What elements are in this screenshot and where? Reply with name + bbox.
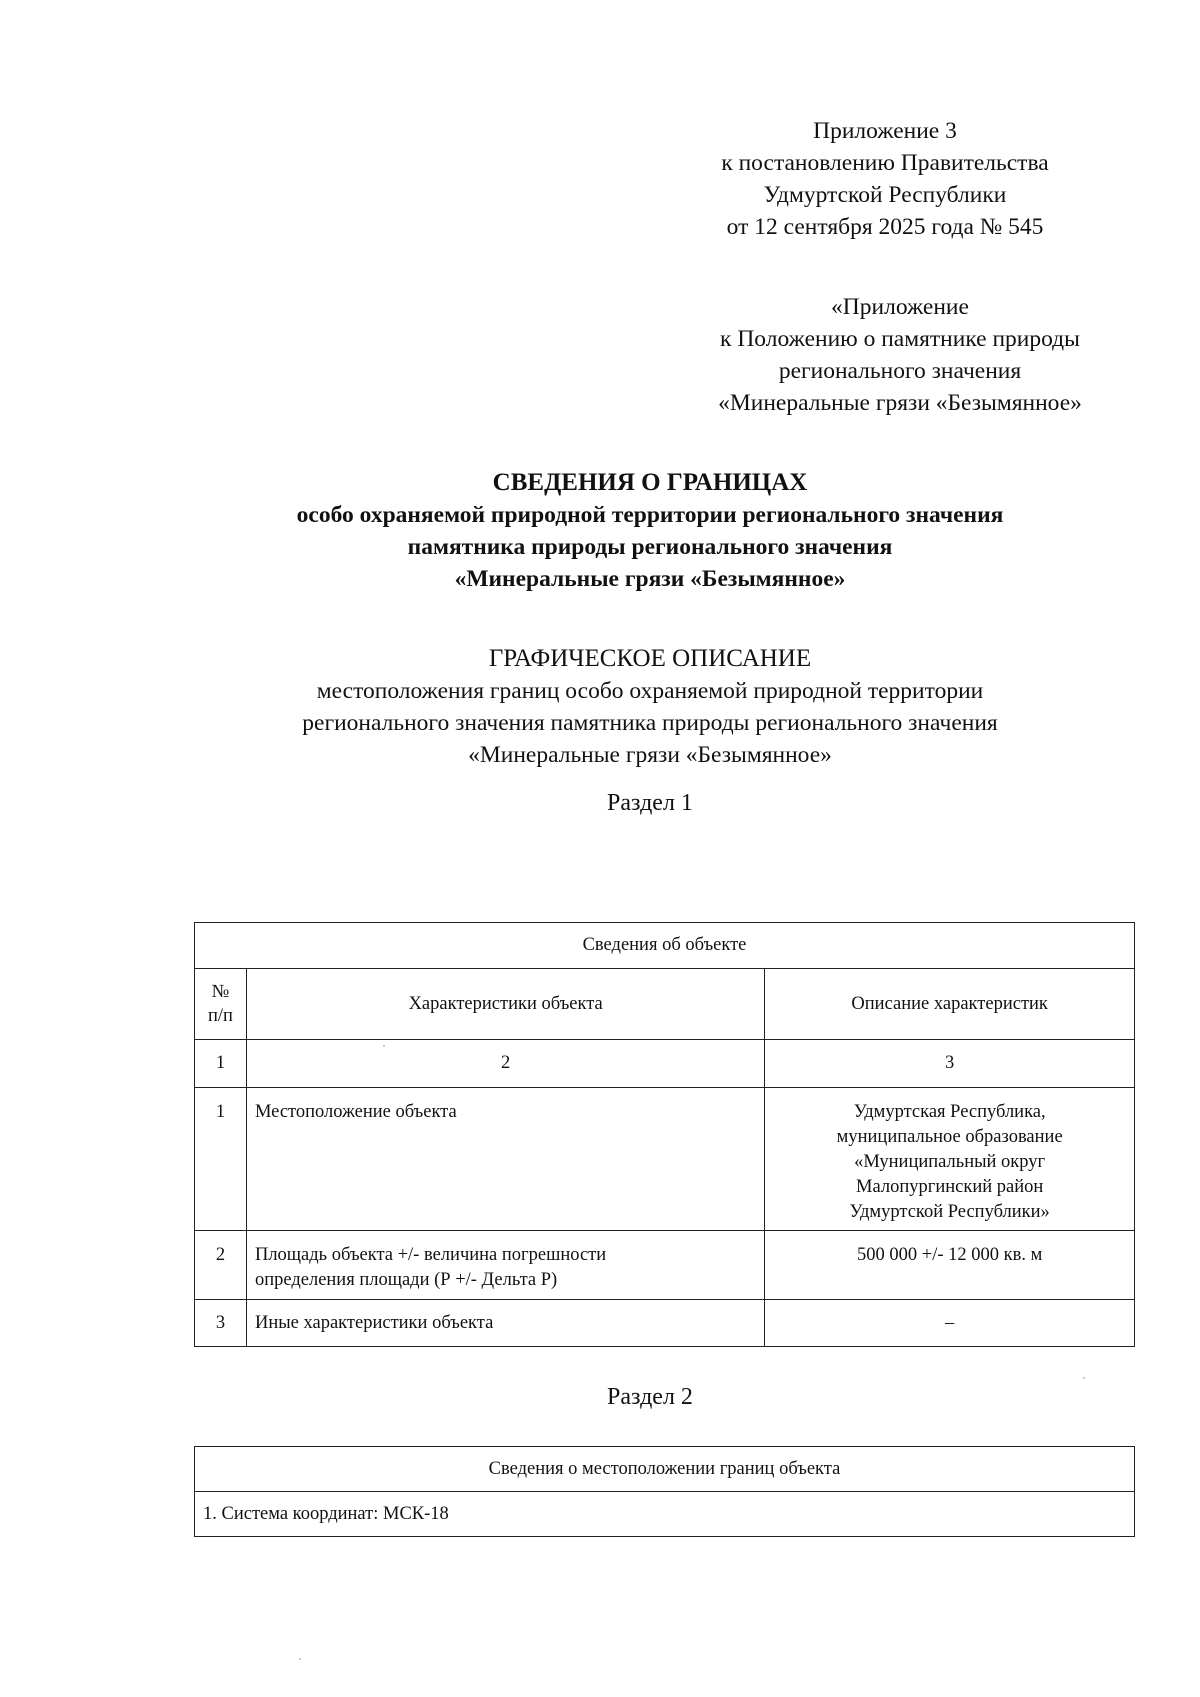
column-number: 2 xyxy=(246,1040,764,1088)
row-name-line: определения площади (Р +/- Дельта Р) xyxy=(254,1270,558,1290)
scan-speck xyxy=(383,1045,385,1047)
column-number: 3 xyxy=(765,1040,1135,1088)
appendix-line: к постановлению Правительства xyxy=(721,150,1049,176)
table-caption: Сведения о местоположении границ объекта xyxy=(195,1447,1135,1492)
document-title xyxy=(150,467,1150,595)
sub-appendix-line: к Положению о памятнике природы xyxy=(720,326,1080,352)
appendix-block xyxy=(655,115,1115,243)
appendix-line: от 12 сентября 2025 года № 545 xyxy=(726,214,1044,240)
graphic-line: местоположения границ особо охраняемой природной территории xyxy=(316,678,984,704)
row-value-line: Удмуртская Республика, xyxy=(853,1102,1046,1122)
table-caption: Сведения об объекте xyxy=(195,923,1135,969)
table-row xyxy=(195,1088,1135,1231)
graphic-line: «Минеральные грязи «Безымянное» xyxy=(468,742,832,768)
table-row xyxy=(195,1231,1135,1300)
row-value-line: муниципальное образование xyxy=(836,1127,1063,1147)
header-characteristics: Характеристики объекта xyxy=(246,969,764,1040)
header-num xyxy=(195,969,247,1040)
header-num-line: № xyxy=(211,982,230,1002)
table-row xyxy=(195,1492,1135,1537)
section1-title: Раздел 1 xyxy=(607,790,693,816)
title-main: СВЕДЕНИЯ О ГРАНИЦАХ xyxy=(492,469,808,496)
row-value xyxy=(765,1088,1135,1231)
row-num: 2 xyxy=(195,1231,247,1300)
column-number: 1 xyxy=(195,1040,247,1088)
row-value: 500 000 +/- 12 000 кв. м xyxy=(765,1231,1135,1300)
appendix-line: Удмуртской Республики xyxy=(763,182,1007,208)
scan-speck xyxy=(299,1658,301,1660)
boundary-location-table xyxy=(194,1446,1135,1537)
row-value-line: «Муниципальный округ xyxy=(854,1152,1046,1172)
sub-appendix-line: «Минеральные грязи «Безымянное» xyxy=(718,390,1082,416)
scan-speck xyxy=(1083,1377,1085,1379)
title-line: памятника природы регионального значения xyxy=(407,534,893,560)
graphic-description-heading xyxy=(150,643,1150,771)
header-description: Описание характеристик xyxy=(765,969,1135,1040)
graphic-line: регионального значения памятника природы регионального значения xyxy=(302,710,998,736)
table-row xyxy=(195,1300,1135,1347)
appendix-line: Приложение 3 xyxy=(813,118,957,144)
sub-appendix-block xyxy=(640,291,1160,419)
row-name xyxy=(246,1231,764,1300)
row-name-line: Площадь объекта +/- величина погрешности xyxy=(254,1245,607,1265)
section2-title: Раздел 2 xyxy=(607,1384,693,1410)
coordinate-system: 1. Система координат: МСК-18 xyxy=(195,1492,1135,1537)
row-name: Местоположение объекта xyxy=(246,1088,764,1231)
row-value: – xyxy=(765,1300,1135,1347)
object-info-table xyxy=(194,922,1135,1347)
sub-appendix-line: «Приложение xyxy=(831,294,969,320)
graphic-main: ГРАФИЧЕСКОЕ ОПИСАНИЕ xyxy=(488,645,812,672)
header-num-line: п/п xyxy=(208,1006,233,1026)
title-line: особо охраняемой природной территории регионального значения xyxy=(296,502,1004,528)
title-line: «Минеральные грязи «Безымянное» xyxy=(454,566,846,592)
row-value-line: Малопургинский район xyxy=(856,1177,1044,1197)
row-num: 1 xyxy=(195,1088,247,1231)
row-name: Иные характеристики объекта xyxy=(246,1300,764,1347)
row-value-line: Удмуртской Республики» xyxy=(849,1202,1050,1222)
row-num: 3 xyxy=(195,1300,247,1347)
sub-appendix-line: регионального значения xyxy=(778,358,1022,384)
